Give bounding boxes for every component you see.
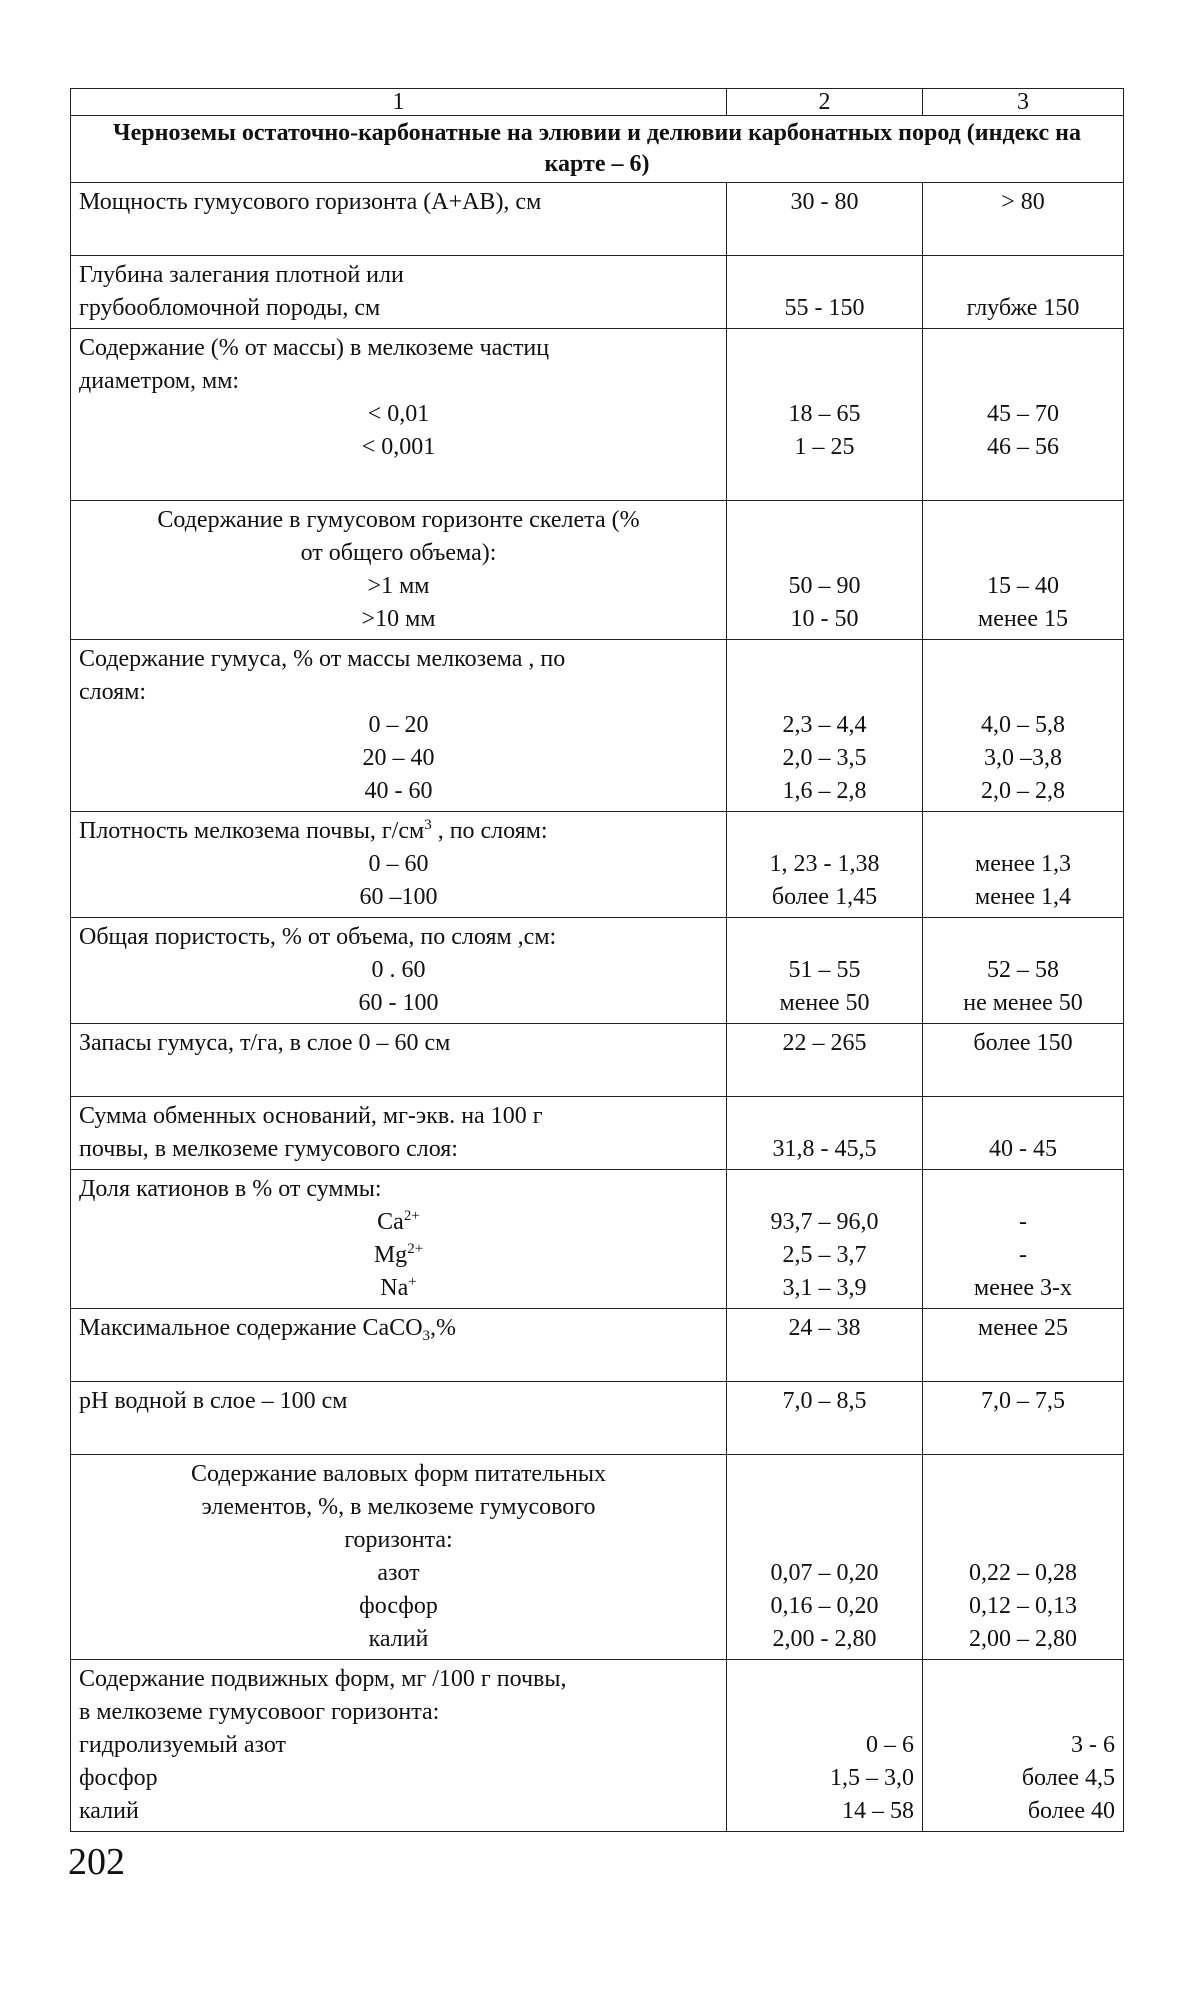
spacer (735, 1696, 914, 1729)
property-label: Запасы гумуса, т/га, в слое 0 – 60 см (79, 1030, 451, 1056)
spacer (931, 1491, 1115, 1524)
sub-label: 60 –100 (359, 884, 438, 910)
spacer (735, 815, 914, 848)
cation-symbol: Ca (377, 1209, 404, 1235)
property-label: Глубина залегания плотной или (79, 262, 404, 288)
sub-label: >1 мм (367, 573, 430, 599)
value-cell-col2 (727, 640, 923, 812)
page-number: 202 (68, 1841, 125, 1883)
table-row (71, 1455, 1124, 1660)
value: 0 – 6 (866, 1732, 914, 1758)
cation-symbol: Mg (373, 1242, 408, 1268)
spacer (931, 365, 1115, 398)
property-label: Сумма обменных оснований, мг-экв. на 100 г (79, 1103, 543, 1129)
spacer (931, 332, 1115, 365)
spacer (735, 1524, 914, 1557)
value: 18 – 65 (788, 401, 861, 427)
property-cell (71, 501, 727, 640)
property-cell (71, 1455, 727, 1660)
spacer (735, 537, 914, 570)
spacer (79, 1418, 718, 1451)
table-row (71, 183, 1124, 256)
property-cell (71, 1382, 727, 1455)
spacer (931, 643, 1115, 676)
value: - (1019, 1209, 1027, 1235)
soil-properties-table (70, 88, 1124, 1832)
value: 0,12 – 0,13 (969, 1593, 1077, 1619)
sub-label: калий (368, 1626, 429, 1652)
section-title-row (71, 116, 1124, 183)
table-row (71, 812, 1124, 918)
property-label: от общего объема): (300, 540, 497, 566)
value: 14 – 58 (842, 1798, 914, 1824)
subscript: 3 (422, 1328, 431, 1344)
property-label: Содержание подвижных форм, мг /100 г почвы, (79, 1666, 567, 1692)
property-label-text: , по слоям: (431, 818, 548, 844)
sub-label: 0 – 60 (368, 851, 429, 877)
value: 93,7 – 96,0 (770, 1209, 879, 1235)
value-cell-col2 (727, 1024, 923, 1097)
spacer (735, 1173, 914, 1206)
value-cell-col3 (923, 812, 1124, 918)
property-label: грубообломочной породы, см (79, 295, 381, 321)
value-cell-col2 (727, 183, 923, 256)
spacer (79, 219, 718, 252)
property-label-text: Плотность мелкозема почвы, г/см (79, 818, 425, 844)
value: менее 25 (978, 1315, 1068, 1341)
spacer (931, 504, 1115, 537)
value-cell-col2 (727, 1309, 923, 1382)
value: не менее 50 (963, 990, 1083, 1016)
property-label: Содержание в гумусовом горизонте скелета (% (157, 507, 640, 533)
sub-label: < 0,01 (367, 401, 430, 427)
table-row (71, 918, 1124, 1024)
value-cell-col3 (923, 501, 1124, 640)
value-cell-col3 (923, 256, 1124, 329)
value: 50 – 90 (788, 573, 861, 599)
column-header-3: 3 (923, 89, 1124, 116)
property-cell (71, 256, 727, 329)
value: > 80 (1001, 189, 1045, 215)
spacer (735, 1491, 914, 1524)
value: 3 - 6 (1071, 1732, 1115, 1758)
property-cell (71, 1660, 727, 1832)
value-cell-col3 (923, 1024, 1124, 1097)
spacer (931, 815, 1115, 848)
value-cell-col3 (923, 1170, 1124, 1309)
property-label: почвы, в мелкоземе гумусового слоя: (79, 1136, 458, 1162)
value: 55 - 150 (784, 295, 865, 321)
value: 3,0 –3,8 (984, 745, 1062, 771)
property-label (79, 815, 718, 848)
property-cell (71, 1024, 727, 1097)
spacer (735, 676, 914, 709)
table-row (71, 501, 1124, 640)
property-label: элементов, %, в мелкоземе гумусового (201, 1494, 596, 1520)
value: 40 - 45 (989, 1136, 1057, 1162)
property-label-text: Максимальное содержание CaCO (79, 1315, 423, 1341)
table-row (71, 640, 1124, 812)
value-cell-col2 (727, 812, 923, 918)
property-label: pH водной в слое – 100 см (79, 1388, 348, 1414)
property-label: Общая пористость, % от объема, по слоям ,см: (79, 924, 557, 950)
property-label-text: ,% (430, 1315, 457, 1341)
value-cell-col2 (727, 1382, 923, 1455)
spacer (735, 643, 914, 676)
property-cell (71, 183, 727, 256)
value-cell-col2 (727, 256, 923, 329)
value-cell-col3 (923, 918, 1124, 1024)
value: 1 – 25 (794, 434, 855, 460)
value: 45 – 70 (987, 401, 1059, 427)
value-cell-col3 (923, 329, 1124, 501)
cation-charge: 2+ (407, 1241, 424, 1257)
column-number-row (71, 89, 1124, 116)
cation-label (79, 1272, 718, 1305)
value-cell-col2 (727, 918, 923, 1024)
spacer (735, 365, 914, 398)
value: 2,3 – 4,4 (782, 712, 867, 738)
spacer (735, 1663, 914, 1696)
value-cell-col2 (727, 1097, 923, 1170)
spacer (931, 1663, 1115, 1696)
value-cell-col3 (923, 640, 1124, 812)
value: 7,0 – 7,5 (981, 1388, 1065, 1414)
value-cell-col2 (727, 1660, 923, 1832)
property-cell (71, 329, 727, 501)
table-row (71, 1660, 1124, 1832)
column-header-1: 1 (71, 89, 727, 116)
property-cell (71, 812, 727, 918)
value: менее 1,3 (975, 851, 1071, 877)
spacer (931, 676, 1115, 709)
property-label (79, 1312, 718, 1345)
value: 0,16 – 0,20 (770, 1593, 879, 1619)
superscript: 3 (424, 817, 432, 833)
spacer (735, 921, 914, 954)
spacer (735, 1458, 914, 1491)
value: 2,5 – 3,7 (782, 1242, 867, 1268)
table-row (71, 1097, 1124, 1170)
property-cell (71, 1309, 727, 1382)
table-row (71, 1382, 1124, 1455)
table-body (71, 116, 1124, 1832)
sub-label: 0 – 20 (368, 712, 429, 738)
value: 0,22 – 0,28 (969, 1560, 1077, 1586)
spacer (79, 1060, 718, 1093)
section-title: Черноземы остаточно-карбонатные на элювии и делювии карбонатных пород (индекс на карте – 6) (71, 116, 1124, 183)
property-label: диаметром, мм: (79, 368, 240, 394)
sub-label: фосфор (359, 1593, 438, 1619)
value: 4,0 – 5,8 (981, 712, 1065, 738)
value: 22 – 265 (782, 1030, 867, 1056)
sub-label: 60 - 100 (358, 990, 439, 1016)
table-row (71, 329, 1124, 501)
sub-label: фосфор (79, 1765, 158, 1791)
spacer (931, 1458, 1115, 1491)
table-row (71, 1024, 1124, 1097)
value: 2,0 – 2,8 (981, 778, 1065, 804)
value: 7,0 – 8,5 (782, 1388, 867, 1414)
value: 30 - 80 (790, 189, 859, 215)
value-cell-col3 (923, 183, 1124, 256)
value: 3,1 – 3,9 (782, 1275, 867, 1301)
value-cell-col3 (923, 1455, 1124, 1660)
sub-label: гидролизуемый азот (79, 1732, 287, 1758)
value-cell-col2 (727, 1170, 923, 1309)
column-header-2: 2 (727, 89, 923, 116)
cation-label (79, 1239, 718, 1272)
value: 2,00 – 2,80 (969, 1626, 1077, 1652)
value: более 40 (1027, 1798, 1115, 1824)
sub-label: >10 мм (361, 606, 436, 632)
value-cell-col2 (727, 501, 923, 640)
value: 15 – 40 (987, 573, 1059, 599)
value: глубже 150 (966, 295, 1080, 321)
sub-label: 20 – 40 (362, 745, 435, 771)
property-label: Содержание валовых форм питательных (191, 1461, 606, 1487)
cation-label (79, 1206, 718, 1239)
value: 2,0 – 3,5 (782, 745, 867, 771)
spacer (79, 1345, 718, 1378)
value: менее 1,4 (975, 884, 1071, 910)
spacer (931, 1100, 1115, 1133)
property-label: слоям: (79, 679, 147, 705)
spacer (931, 921, 1115, 954)
spacer (735, 504, 914, 537)
property-label: горизонта: (344, 1527, 453, 1553)
spacer (931, 1524, 1115, 1557)
value: 31,8 - 45,5 (772, 1136, 877, 1162)
property-cell (71, 1170, 727, 1309)
value: 1,6 – 2,8 (782, 778, 867, 804)
value: более 150 (973, 1030, 1073, 1056)
spacer (79, 464, 718, 497)
value: 46 – 56 (987, 434, 1059, 460)
sub-label: < 0,001 (361, 434, 436, 460)
property-label: Содержание (% от массы) в мелкоземе частиц (79, 335, 550, 361)
spacer (931, 1173, 1115, 1206)
cation-symbol: Na (380, 1275, 409, 1301)
property-cell (71, 1097, 727, 1170)
value: 52 – 58 (987, 957, 1059, 983)
sub-label: 40 - 60 (364, 778, 433, 804)
property-label: Доля катионов в % от суммы: (79, 1176, 382, 1202)
value-cell-col3 (923, 1097, 1124, 1170)
value-cell-col3 (923, 1660, 1124, 1832)
spacer (735, 332, 914, 365)
value: 1,5 – 3,0 (830, 1765, 914, 1791)
cation-charge: + (408, 1274, 417, 1290)
value: - (1019, 1242, 1027, 1268)
value: менее 15 (978, 606, 1068, 632)
value: 2,00 - 2,80 (772, 1626, 877, 1652)
property-label: Содержание гумуса, % от массы мелкозема , по (79, 646, 566, 672)
spacer (931, 1696, 1115, 1729)
property-cell (71, 918, 727, 1024)
cation-charge: 2+ (403, 1208, 420, 1224)
table-row (71, 1309, 1124, 1382)
value: 0,07 – 0,20 (770, 1560, 879, 1586)
value: менее 50 (779, 990, 870, 1016)
property-cell (71, 640, 727, 812)
sub-label: калий (79, 1798, 139, 1824)
value: более 4,5 (1021, 1765, 1115, 1791)
spacer (931, 259, 1115, 292)
spacer (931, 537, 1115, 570)
value-cell-col3 (923, 1382, 1124, 1455)
table-row (71, 1170, 1124, 1309)
value-cell-col2 (727, 1455, 923, 1660)
value: более 1,45 (771, 884, 878, 910)
value: менее 3-х (974, 1275, 1072, 1301)
value: 51 – 55 (788, 957, 861, 983)
value: 24 – 38 (788, 1315, 861, 1341)
spacer (735, 1100, 914, 1133)
value-cell-col3 (923, 1309, 1124, 1382)
sub-label: 0 . 60 (371, 957, 426, 983)
value: 10 - 50 (790, 606, 859, 632)
value-cell-col2 (727, 329, 923, 501)
sub-label: азот (377, 1560, 420, 1586)
value: 1, 23 - 1,38 (769, 851, 880, 877)
table-row (71, 256, 1124, 329)
property-label: в мелкоземе гумусовоог горизонта: (79, 1699, 440, 1725)
spacer (735, 259, 914, 292)
property-label: Мощность гумусового горизонта (А+АВ), см (79, 189, 542, 215)
